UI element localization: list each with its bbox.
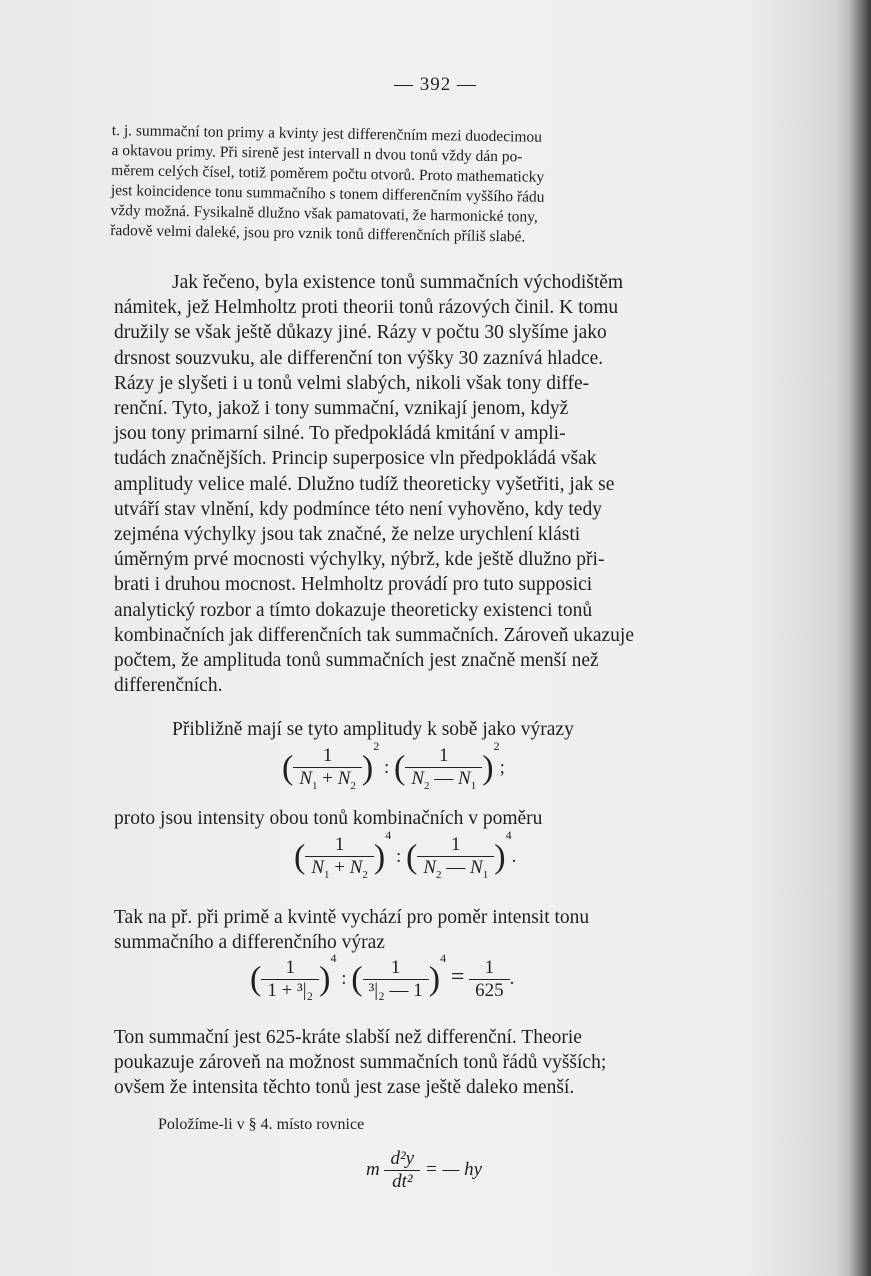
formula-motion: m $\frac{\text{d²y}}{\text{dt²}}$ = — hy bbox=[366, 1148, 483, 1192]
note-line: a oktavou primy. Při sireně jest intervall n dvou tonů vždy dán po- bbox=[111, 141, 523, 166]
note-line: jest koincidence tonu summačního s tonem differenčním vyššího řádu bbox=[110, 181, 545, 206]
text-line: proto jsou intensity obou tonů kombinačních v poměru bbox=[114, 808, 543, 829]
text-line: počtem, že amplituda tonů summačních jest značně menší než bbox=[114, 650, 599, 672]
text-line: summačního a differenčního výraz bbox=[114, 932, 385, 954]
text-line: úměrným prvé mocnosti výchylky, nýbrž, kde ještě dlužno při- bbox=[114, 549, 605, 571]
text-line: brati i druhou mocnost. Helmholtz provádí pro tuto supposici bbox=[114, 574, 593, 596]
text-line: jsou tony primarní silné. To předpokládá kmitání v ampli- bbox=[114, 423, 566, 445]
formula-intensities: ( $\frac{1}{N_1 + N_2}$ )$^4$ : ( $\frac{1}{N_2 — N_1}$ )$^4$. bbox=[294, 828, 517, 881]
text-line: Jak řečeno, byla existence tonů summačních východištěm bbox=[172, 272, 624, 293]
page-edge-shadow bbox=[849, 0, 871, 1276]
footnote-block bbox=[110, 121, 762, 251]
text-line: utváří stav vlnění, kdy podmínce této není vyhověno, kdy tedy bbox=[114, 498, 602, 520]
text-line: námitek, jež Helmholtz proti theorii tonů rázových činil. K tomu bbox=[114, 297, 619, 319]
text-line: Tak na př. při primě a kvintě vychází pro poměr intensit tonu bbox=[114, 907, 590, 928]
text-line: Ton summační jest 625-kráte slabší než differenční. Theorie bbox=[114, 1027, 582, 1048]
text-line: renční. Tyto, jakož i tony summační, vznikají jenom, když bbox=[114, 398, 569, 420]
paragraph-example bbox=[114, 905, 764, 955]
formula-amplitudes: ( $\frac{1}{N_1 + N_2}$ )$^2$ : ( $\frac{1}{N_2 — N_1}$ )$^2$; bbox=[282, 739, 505, 792]
text-line: analytický rozbor a tímto dokazuje theoreticky existenci tonů bbox=[114, 599, 593, 621]
text-line: kombinačních jak differenčních tak summačních. Zároveň ukazuje bbox=[114, 624, 634, 646]
paragraph-amplitudes bbox=[114, 717, 764, 742]
text-line: Přibližně mají se tyto amplitudy k sobě jako výrazy bbox=[172, 719, 574, 740]
formula-example: ( $\frac{1}{\text{1 + ³|₂}}$ )$^4$ : ( $\frac{1}{\text{³|₂ — 1}}$ )$^4$ = $\frac{1}{625}$ . bbox=[250, 951, 515, 1001]
text-line: drsnost souzvuku, ale differenční ton výšky 30 zaznívá hladce. bbox=[114, 347, 604, 369]
paragraph-conclusion bbox=[114, 1025, 764, 1101]
text-line: amplitudy velice malé. Dlužno tudíž theoreticky vyšetřiti, jak se bbox=[114, 473, 615, 495]
text-line: poukazuje zároveň na možnost summačních tonů řádů vyšších; bbox=[114, 1052, 607, 1074]
note-line: t. j. summační ton primy a kvinty jest differenčním mezi duodecimou bbox=[111, 121, 543, 146]
paragraph-equation-intro: Položíme-li v § 4. místo rovnice bbox=[158, 1116, 365, 1133]
text-line: Rázy je slyšeti i u tonů velmi slabých, nikoli však tony diffe- bbox=[114, 372, 590, 394]
paragraph-helmholtz bbox=[114, 270, 764, 698]
paragraph-intensities bbox=[114, 806, 764, 831]
text-line: družily se však ještě důkazy jiné. Rázy v počtu 30 slyšíme jako bbox=[114, 322, 607, 344]
note-line: vždy možná. Fysikalně dlužno však pamatovati, že harmonické tony, bbox=[110, 201, 538, 226]
text-line: tudách značnějších. Princip superposice vln předpokládá však bbox=[114, 448, 597, 470]
page-number: — 392 — bbox=[394, 74, 477, 95]
note-line: měrem celých čísel, totiž poměrem počtu otvorů. Proto mathematicky bbox=[111, 161, 545, 186]
text-line: zejména výchylky jsou tak značné, že nelze urychlení klásti bbox=[114, 524, 581, 546]
text-line: differenčních. bbox=[114, 675, 223, 697]
text-line: ovšem že intensita těchto tonů jest zase ještě daleko menší. bbox=[114, 1077, 575, 1099]
note-line: řadově velmi daleké, jsou pro vznik tonů differenčních příliš slabé. bbox=[110, 221, 526, 246]
